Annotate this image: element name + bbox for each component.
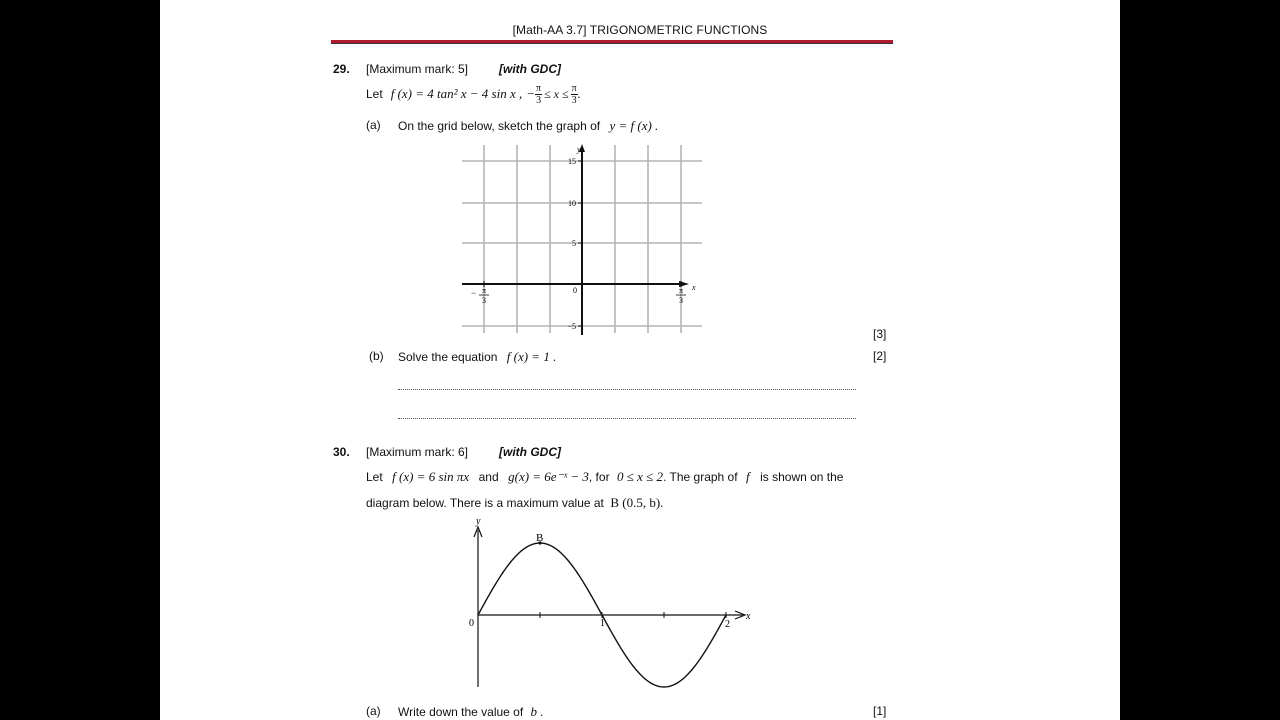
q30-x-tick-2: 2 <box>725 619 730 630</box>
q29-domain-fraction-left <box>535 83 542 106</box>
q30-definition-line <box>366 468 843 486</box>
question-29-number: 29. <box>333 62 350 76</box>
page-header-title: [Math-AA 3.7] TRIGONOMETRIC FUNCTIONS <box>512 23 768 37</box>
q30-g-definition: g(x) = 6e⁻ˣ − 3 <box>508 469 589 484</box>
grid-origin-label: 0 <box>573 286 577 295</box>
q29-part-a-text: On the grid below, sketch the graph of <box>398 119 601 133</box>
question-29-gdc-note: [with GDC] <box>499 62 561 76</box>
q30-range: 0 ≤ x ≤ 2 <box>617 469 664 484</box>
q29-part-b-text: Solve the equation <box>398 350 498 364</box>
header-rule-dark <box>331 43 893 44</box>
question-30-gdc-note: [with GDC] <box>499 445 561 459</box>
q29-domain-right-denominator: 3 <box>571 94 577 106</box>
q29-part-a-marks: [3] <box>873 327 887 341</box>
q29-domain-left-numerator: π <box>536 82 542 94</box>
q30-part-a-math: b . <box>530 704 544 719</box>
q29-part-a-question <box>398 118 658 134</box>
q29-domain-end: . <box>577 86 581 101</box>
q30-part-a-text: Write down the value of <box>398 705 524 719</box>
q30-let-word: Let <box>366 470 383 484</box>
q30-x-tick-1: 1 <box>600 618 605 629</box>
question-30-number: 30. <box>333 445 350 459</box>
q30-point-b: B (0.5, b). <box>610 495 664 510</box>
q29-domain-fraction-right <box>571 83 578 106</box>
q30-part-a-question <box>398 704 544 720</box>
q29-domain-right-numerator: π <box>571 82 577 94</box>
q29-part-a-math: y = f (x) . <box>609 118 659 133</box>
answer-line-1[interactable] <box>398 389 856 390</box>
question-29-max-mark: [Maximum mark: 5] <box>366 62 469 76</box>
q30-point-b-label: B <box>536 532 544 544</box>
q30-y-axis-label: y <box>476 516 481 527</box>
q29-answer-grid <box>460 140 710 340</box>
q30-for-word: , for <box>588 470 610 484</box>
q30-and-word: and <box>478 470 499 484</box>
grid-y-tick-10: 10 <box>568 199 576 208</box>
q30-second-line <box>366 494 663 512</box>
q29-part-b-marks: [2] <box>873 349 887 363</box>
q29-part-b-label: (b) <box>369 349 384 363</box>
answer-line-2[interactable] <box>398 418 856 419</box>
q29-part-a-label: (a) <box>366 118 381 132</box>
q29-part-b-math: f (x) = 1 . <box>506 349 557 364</box>
question-29-function-line <box>366 79 581 109</box>
q30-x-axis-label: x <box>746 611 751 622</box>
grid-y-tick-15: 15 <box>568 157 576 166</box>
q29-let-word: Let <box>366 87 383 101</box>
q30-line2-text: diagram below. There is a maximum value at <box>366 496 604 510</box>
q29-function-definition: f (x) = 4 tan² x − 4 sin x , <box>390 86 523 101</box>
grid-x-right-numerator: π <box>678 286 684 295</box>
q29-domain-negative: − <box>526 86 536 101</box>
q29-domain-middle: ≤ x ≤ <box>544 86 569 101</box>
q30-is-shown: is shown on the <box>760 470 844 484</box>
grid-x-left-sign: − <box>471 288 477 298</box>
q30-part-a-marks: [1] <box>873 704 887 718</box>
q30-sine-graph <box>455 512 760 692</box>
q29-part-b-question <box>398 349 556 365</box>
question-30-max-mark: [Maximum mark: 6] <box>366 445 469 459</box>
grid-y-tick-5: 5 <box>572 239 576 248</box>
grid-x-right-denominator: 3 <box>679 296 683 305</box>
q29-domain-left-denominator: 3 <box>536 94 542 106</box>
q30-sentence-tail: . The graph of <box>663 470 738 484</box>
grid-x-left-denominator: 3 <box>482 296 486 305</box>
q30-part-a-label: (a) <box>366 704 381 718</box>
grid-y-tick-minus-5: −5 <box>567 322 576 331</box>
worksheet-page <box>160 0 1120 720</box>
grid-x-axis-label: x <box>692 283 696 292</box>
grid-y-axis-label: y <box>577 145 581 154</box>
grid-x-left-numerator: π <box>481 286 487 295</box>
q30-f-letter: f <box>746 469 750 484</box>
q30-origin-label: 0 <box>469 618 474 629</box>
q30-f-definition: f (x) = 6 sin πx <box>392 469 470 484</box>
